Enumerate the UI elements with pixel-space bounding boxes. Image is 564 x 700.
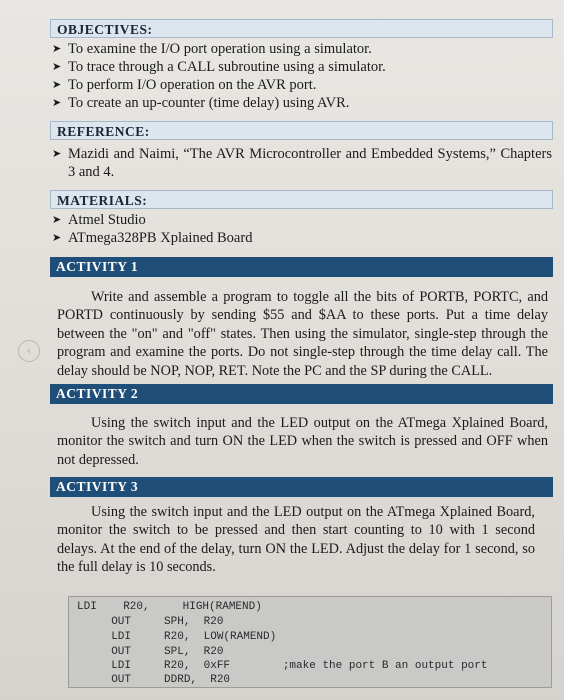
activity1-text: Write and assemble a program to toggle all the bits of PORTB, PORTC, and PORTD continuously by sending $55 and $AA to these ports. Put a time delay between the "on" and "off" states. Then using the simulator, single-step through the program and examine the ports. Do not single-step through the time delay call. The delay should be NOP, NOP, RET. Note the PC and the SP during the CALL. — [57, 289, 548, 379]
code-line: LDI R20, HIGH(RAMEND) — [77, 601, 262, 613]
activity2-text: Using the switch input and the LED output on the ATmega Xplained Board, monitor the switch and turn ON the LED when the switch is pressed and OFF when not depressed. — [57, 415, 548, 468]
code-line: LDI R20, 0xFF ;make the port B an output port — [65, 660, 488, 672]
list-item: ➤ To examine the I/O port operation using a simulator. — [52, 41, 372, 57]
objectives-heading: OBJECTIVES: — [50, 19, 553, 38]
activity1-heading: ACTIVITY 1 — [50, 257, 553, 277]
arrow-bullet-icon: ➤ — [52, 61, 62, 73]
list-item: ➤ To trace through a CALL subroutine using a simulator. — [52, 59, 386, 75]
arrow-bullet-icon: ➤ — [52, 148, 62, 160]
objectives-list — [52, 40, 552, 112]
list-item: ➤ Mazidi and Naimi, “The AVR Microcontroller and Embedded Systems,” Chapters 3 and 4. — [52, 146, 552, 180]
materials-heading: MATERIALS: — [50, 190, 553, 209]
list-item: ➤ ATmega328PB Xplained Board — [52, 230, 253, 246]
arrow-bullet-icon: ➤ — [52, 214, 62, 226]
activity3-text: Using the switch input and the LED output on the ATmega Xplained Board, monitor the switch to be pressed and then start counting to 10 with 1 second delays. At the end of the delay, turn ON the LED. Adjust the delay for 1 second, so the full delay is 10 seconds. — [57, 504, 535, 576]
arrow-bullet-icon: ➤ — [52, 43, 62, 55]
reference-list — [52, 145, 552, 181]
reference-heading: REFERENCE: — [50, 121, 553, 140]
list-item: ➤ Atmel Studio — [52, 212, 146, 228]
code-block — [65, 596, 552, 688]
code-line: OUT SPH, R20 — [65, 616, 224, 628]
arrow-bullet-icon: ➤ — [52, 232, 62, 244]
page-scroll-marker-icon: ‹ — [18, 340, 40, 362]
activity3-heading: ACTIVITY 3 — [50, 477, 553, 497]
arrow-bullet-icon: ➤ — [52, 97, 62, 109]
activity2-heading: ACTIVITY 2 — [50, 384, 553, 404]
arrow-bullet-icon: ➤ — [52, 79, 62, 91]
list-item: ➤ To perform I/O operation on the AVR port. — [52, 77, 317, 93]
code-line: LDI R20, LOW(RAMEND) — [65, 631, 277, 643]
code-line: OUT SPL, R20 — [65, 646, 224, 658]
list-item: ➤ To create an up-counter (time delay) using AVR. — [52, 95, 350, 111]
code-line: OUT DDRD, R20 — [65, 674, 231, 686]
materials-list — [52, 211, 552, 247]
